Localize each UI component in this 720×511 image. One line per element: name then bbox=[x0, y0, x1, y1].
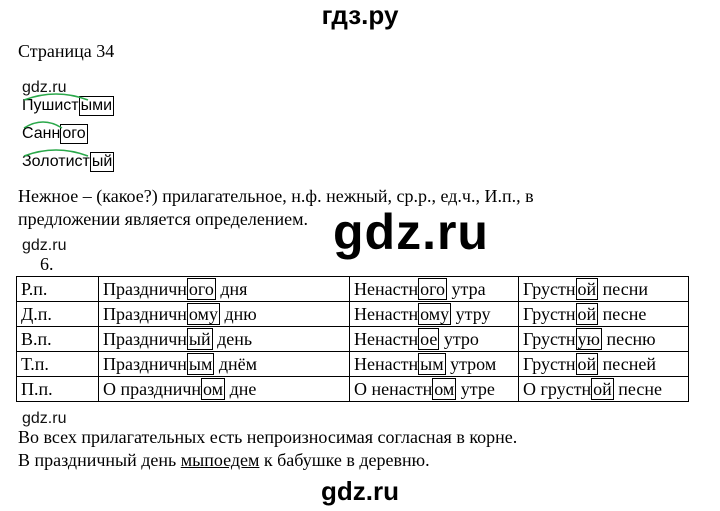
conclusion-line-2: В праздничный день мыпоедем к бабушке в деревню. bbox=[18, 450, 430, 470]
underlined-words: мыпоедем bbox=[180, 450, 260, 470]
paragraph-line-1: Нежное – (какое?) прилагательное, н.ф. нежный, ср.р., ед.ч., И.п., в bbox=[18, 186, 534, 206]
case-cell: П.п. bbox=[17, 377, 99, 402]
paragraph-line-2: предложении является определением. bbox=[18, 209, 308, 229]
case-cell: В.п. bbox=[17, 327, 99, 352]
table-row bbox=[17, 327, 689, 352]
watermark-big: gdz.ru bbox=[333, 204, 489, 260]
word-root-text: Пушист bbox=[22, 97, 79, 114]
site-header[interactable]: гдз.ру bbox=[321, 0, 399, 30]
adj-cell: Праздничн ый день bbox=[99, 327, 350, 352]
adj-cell: Ненастн ым утром bbox=[350, 352, 519, 377]
adj-cell: О грустн ой песне bbox=[519, 377, 689, 402]
word-root-text: Золотист bbox=[22, 153, 90, 170]
ending-box: ому bbox=[420, 304, 450, 324]
watermark-small: gdz.ru bbox=[22, 410, 67, 427]
parsed-word-3 bbox=[22, 152, 114, 172]
ending-box: ого bbox=[188, 279, 214, 299]
parsed-word-2 bbox=[22, 124, 88, 144]
declension-table bbox=[16, 276, 689, 402]
case-cell: Д.п. bbox=[17, 302, 99, 327]
watermark-small: gdz.ru bbox=[22, 79, 67, 96]
page-title: Страница 34 bbox=[18, 41, 115, 61]
ending-box: ом bbox=[203, 379, 224, 399]
adj-cell: О праздничн ом дне bbox=[99, 377, 350, 402]
adj-cell: Ненастн ое утро bbox=[350, 327, 519, 352]
ending-box: ом bbox=[434, 379, 455, 399]
ending-box: ый bbox=[188, 329, 211, 349]
ending-box: ым bbox=[188, 354, 213, 374]
adj-cell: Грустн ой песне bbox=[519, 302, 689, 327]
word-ending: ого bbox=[62, 125, 86, 142]
ending-box: ой bbox=[577, 304, 597, 324]
adj-cell: Грустн ой песни bbox=[519, 277, 689, 302]
word-ending: ый bbox=[91, 153, 113, 170]
ending-box: ой bbox=[577, 279, 597, 299]
ending-box: ого bbox=[420, 279, 446, 299]
word-root bbox=[22, 125, 60, 143]
word-root bbox=[22, 153, 90, 171]
adj-cell: Праздничн ому дню bbox=[99, 302, 350, 327]
ending-box: ой bbox=[593, 379, 612, 399]
table-row bbox=[17, 377, 689, 402]
table-row bbox=[17, 352, 689, 377]
adj-cell: Праздничн ым днём bbox=[99, 352, 350, 377]
conclusion-line-1: Во всех прилагательных есть непроизносимая согласная в корне. bbox=[18, 427, 518, 447]
watermark-small: gdz.ru bbox=[22, 237, 67, 254]
adj-cell: О ненастн ом утре bbox=[350, 377, 519, 402]
task-number: 6. bbox=[40, 254, 54, 274]
adj-cell: Ненастн ого утра bbox=[350, 277, 519, 302]
table-row bbox=[17, 277, 689, 302]
case-cell: Р.п. bbox=[17, 277, 99, 302]
ending-box: ой bbox=[577, 354, 597, 374]
word-root bbox=[22, 97, 79, 115]
adj-cell: Ненастн ому утру bbox=[350, 302, 519, 327]
table-row bbox=[17, 302, 689, 327]
ending-box: ым bbox=[420, 354, 444, 374]
watermark-footer[interactable]: gdz.ru bbox=[321, 476, 399, 506]
ending-box: ую bbox=[577, 329, 600, 349]
ending-box: ому bbox=[188, 304, 218, 324]
adj-cell: Праздничн ого дня bbox=[99, 277, 350, 302]
adj-cell: Грустн ую песню bbox=[519, 327, 689, 352]
case-cell: Т.п. bbox=[17, 352, 99, 377]
adj-cell: Грустн ой песней bbox=[519, 352, 689, 377]
parsed-word-1 bbox=[22, 96, 114, 116]
word-ending: ыми bbox=[80, 97, 113, 114]
word-root-text: Санн bbox=[22, 125, 61, 142]
ending-box: ое bbox=[420, 329, 438, 349]
